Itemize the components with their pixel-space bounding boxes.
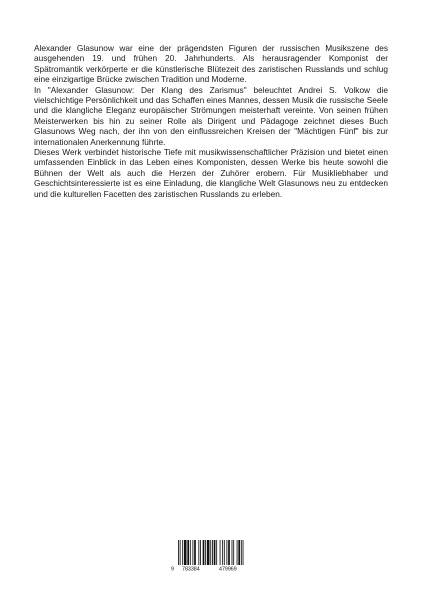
barcode-digit-first: 9: [171, 566, 174, 572]
barcode-digits-right: 479969: [219, 566, 237, 572]
blurb-paragraph-3: Dieses Werk verbindet historische Tiefe mit musikwissenschaftlicher Präzision und bietet einen umfassenden Einblick in das Leben eines Komponisten, dessen Werke bis heute sowohl die Bühnen der Welt als auch die Herzen der Zuhörer erobern. Für Musikliebhaber und Geschichtsinteressierte ist es eine Einladung, die klangliche Welt Glasunows neu zu entdecken und die kulturellen Facetten des zaristischen Russlands zu erleben.: [34, 147, 388, 199]
barcode-digits-left: 783384: [182, 566, 200, 572]
back-cover-blurb: [34, 43, 388, 199]
blurb-paragraph-1: Alexander Glasunow war eine der prägendsten Figuren der russischen Musikszene des ausgehenden 19. und frühen 20. Jahrhunderts. Als herausragender Komponist der Spätromantik verkörperte er die künstlerische Blütezeit des zaristischen Russlands und schlug eine einzigartige Brücke zwischen Tradition und Moderne.: [34, 43, 388, 85]
isbn-barcode: [169, 539, 253, 572]
blurb-paragraph-2: In "Alexander Glasunow: Der Klang des Zarismus" beleuchtet Andrei S. Volkow die vielschichtige Persönlichkeit und das Schaffen eines Mannes, dessen Musik die russische Seele und die klangliche Eleganz europäischer Strömungen meisterhaft vereinte. Von seinen frühen Meisterwerken bis hin zu seiner Rolle als Dirigent und Pädagoge zeichnet dieses Buch Glasunows Weg nach, der ihn von den einflussreichen Kreisen der "Mächtigen Fünf" bis zur internationalen Anerkennung führte.: [34, 84, 388, 147]
